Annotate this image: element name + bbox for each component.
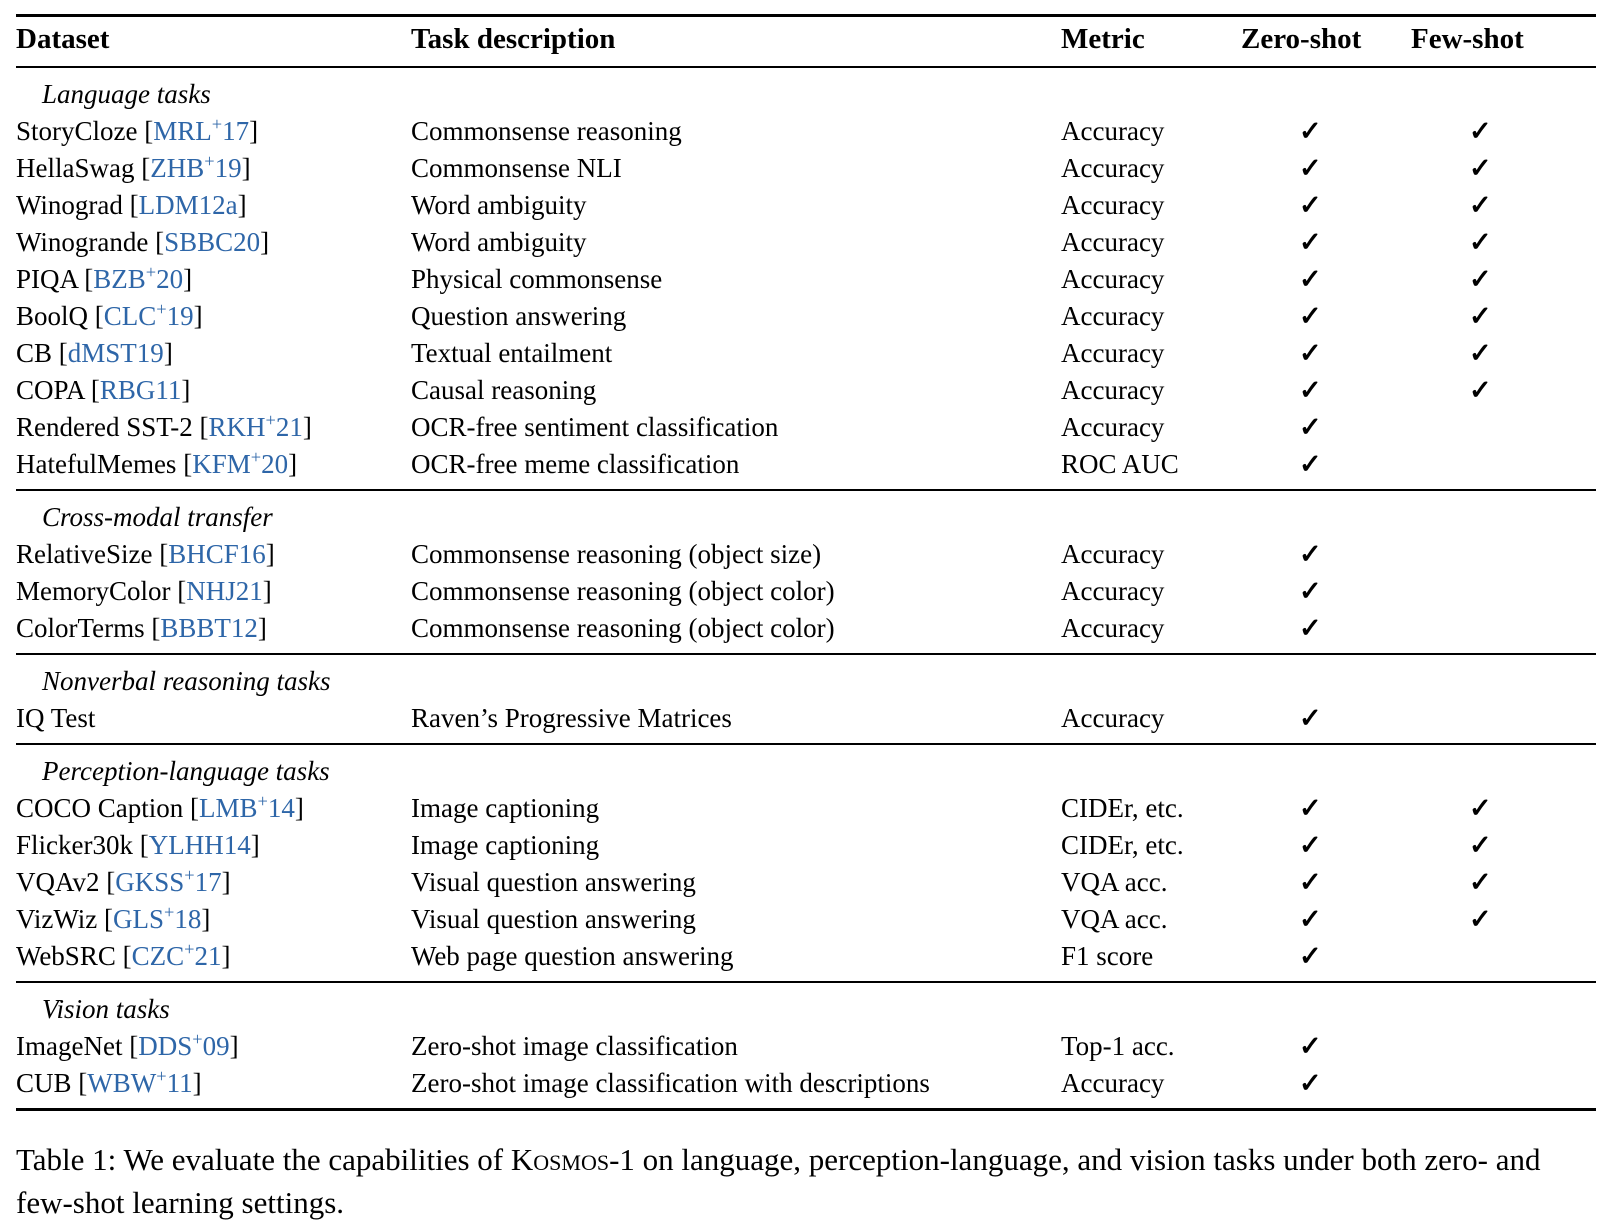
few-shot-check — [1411, 409, 1596, 446]
task-description-cell: Web page question answering — [411, 941, 734, 971]
task-description-cell: Word ambiguity — [411, 190, 587, 220]
few-shot-check — [1411, 150, 1596, 187]
dataset-cell: IQ Test — [16, 703, 96, 733]
zero-shot-check — [1241, 700, 1411, 744]
few-shot-check — [1411, 1065, 1596, 1110]
zero-shot-check — [1241, 150, 1411, 187]
task-description-cell: Commonsense reasoning (object color) — [411, 613, 835, 643]
citation-link[interactable]: GLS+18 — [113, 902, 202, 934]
few-shot-check — [1411, 790, 1596, 827]
task-description-cell: Commonsense reasoning — [411, 116, 682, 146]
citation-link[interactable]: ZHB+19 — [150, 151, 242, 183]
task-description-cell: Commonsense NLI — [411, 153, 622, 183]
dataset-cell: ColorTerms [BBBT12] — [16, 613, 267, 643]
caption-prefix: Table 1: We evaluate the capabilities of — [16, 1142, 511, 1177]
checkmark-icon: ✓ — [1299, 116, 1322, 146]
dataset-cell: HatefulMemes [KFM+20] — [16, 447, 298, 479]
checkmark-icon: ✓ — [1299, 703, 1322, 733]
checkmark-icon: ✓ — [1469, 264, 1492, 294]
few-shot-check — [1411, 827, 1596, 864]
dataset-cell: HellaSwag [ZHB+19] — [16, 151, 251, 183]
evaluation-table — [16, 14, 1596, 1111]
dataset-cell: BoolQ [CLC+19] — [16, 299, 203, 331]
section-title: Perception-language tasks — [42, 756, 330, 786]
checkmark-icon: ✓ — [1469, 301, 1492, 331]
section-title-row — [16, 67, 1596, 113]
zero-shot-check — [1241, 298, 1411, 335]
checkmark-icon: ✓ — [1299, 227, 1322, 257]
task-description-cell: Commonsense reasoning (object color) — [411, 576, 835, 606]
dataset-cell: ImageNet [DDS+09] — [16, 1029, 239, 1061]
dataset-cell: MemoryColor [NHJ21] — [16, 576, 272, 606]
few-shot-check — [1411, 573, 1596, 610]
zero-shot-check — [1241, 536, 1411, 573]
few-shot-check — [1411, 700, 1596, 744]
metric-cell: Accuracy — [1061, 539, 1165, 569]
few-shot-check — [1411, 864, 1596, 901]
metric-cell: Accuracy — [1061, 153, 1165, 183]
task-description-cell: Raven’s Progressive Matrices — [411, 703, 732, 733]
metric-cell: Accuracy — [1061, 412, 1165, 442]
table-row — [16, 790, 1596, 827]
table-row — [16, 700, 1596, 744]
task-description-cell: Zero-shot image classification — [411, 1031, 738, 1061]
column-header-few-shot: Few-shot — [1411, 23, 1524, 55]
task-description-cell: Visual question answering — [411, 904, 696, 934]
column-header-metric: Metric — [1061, 23, 1145, 55]
section-title: Cross-modal transfer — [42, 502, 273, 532]
checkmark-icon: ✓ — [1299, 867, 1322, 897]
dataset-cell: Winograd [LDM12a] — [16, 190, 247, 220]
dataset-cell: VizWiz [GLS+18] — [16, 902, 211, 934]
checkmark-icon: ✓ — [1299, 941, 1322, 971]
citation-link[interactable]: RBG11 — [99, 375, 182, 405]
table-row — [16, 827, 1596, 864]
few-shot-check — [1411, 298, 1596, 335]
checkmark-icon: ✓ — [1469, 227, 1492, 257]
few-shot-check — [1411, 938, 1596, 982]
zero-shot-check — [1241, 938, 1411, 982]
checkmark-icon: ✓ — [1469, 793, 1492, 823]
header-row — [16, 16, 1596, 68]
metric-cell: Accuracy — [1061, 375, 1165, 405]
task-description-cell: OCR-free sentiment classification — [411, 412, 779, 442]
metric-cell: Accuracy — [1061, 264, 1165, 294]
zero-shot-check — [1241, 790, 1411, 827]
dataset-cell: COCO Caption [LMB+14] — [16, 791, 304, 823]
section-title-row — [16, 982, 1596, 1028]
dataset-cell: PIQA [BZB+20] — [16, 262, 193, 294]
citation-link[interactable]: KFM+20 — [192, 447, 289, 479]
checkmark-icon: ✓ — [1299, 264, 1322, 294]
checkmark-icon: ✓ — [1299, 904, 1322, 934]
checkmark-icon: ✓ — [1299, 576, 1322, 606]
zero-shot-check — [1241, 573, 1411, 610]
metric-cell: Accuracy — [1061, 703, 1165, 733]
zero-shot-check — [1241, 1065, 1411, 1110]
few-shot-check — [1411, 335, 1596, 372]
dataset-cell: RelativeSize [BHCF16] — [16, 539, 275, 569]
few-shot-check — [1411, 610, 1596, 654]
few-shot-check — [1411, 224, 1596, 261]
task-description-cell: Zero-shot image classification with descriptions — [411, 1068, 930, 1098]
table-row — [16, 901, 1596, 938]
checkmark-icon: ✓ — [1469, 867, 1492, 897]
checkmark-icon: ✓ — [1299, 338, 1322, 368]
table-row — [16, 610, 1596, 654]
caption-brand-kosmos: Kosmos-1 — [510, 1142, 635, 1177]
checkmark-icon: ✓ — [1299, 539, 1322, 569]
checkmark-icon: ✓ — [1299, 1068, 1322, 1098]
zero-shot-check — [1241, 409, 1411, 446]
citation-link[interactable]: LMB+14 — [199, 791, 295, 823]
zero-shot-check — [1241, 610, 1411, 654]
metric-cell: F1 score — [1061, 941, 1154, 971]
zero-shot-check — [1241, 827, 1411, 864]
dataset-cell: Flicker30k [YLHH14] — [16, 830, 260, 860]
checkmark-icon: ✓ — [1469, 338, 1492, 368]
citation-link[interactable]: SBBC20 — [164, 227, 261, 257]
table-row — [16, 335, 1596, 372]
metric-cell: Accuracy — [1061, 613, 1165, 643]
section-title: Nonverbal reasoning tasks — [42, 666, 331, 696]
dataset-cell: Winogrande [SBBC20] — [16, 227, 270, 257]
checkmark-icon: ✓ — [1299, 190, 1322, 220]
zero-shot-check — [1241, 335, 1411, 372]
dataset-cell: WebSRC [CZC+21] — [16, 939, 231, 971]
zero-shot-check — [1241, 446, 1411, 490]
few-shot-check — [1411, 901, 1596, 938]
metric-cell: Accuracy — [1061, 190, 1165, 220]
column-header-zero-shot: Zero-shot — [1241, 23, 1362, 55]
checkmark-icon: ✓ — [1469, 116, 1492, 146]
table-row — [16, 1028, 1596, 1065]
dataset-cell: VQAv2 [GKSS+17] — [16, 865, 231, 897]
few-shot-check — [1411, 1028, 1596, 1065]
zero-shot-check — [1241, 864, 1411, 901]
table-row — [16, 938, 1596, 982]
checkmark-icon: ✓ — [1469, 190, 1492, 220]
zero-shot-check — [1241, 113, 1411, 150]
zero-shot-check — [1241, 901, 1411, 938]
checkmark-icon: ✓ — [1299, 412, 1322, 442]
metric-cell: Accuracy — [1061, 576, 1165, 606]
citation-link[interactable]: YLHH14 — [148, 830, 251, 860]
metric-cell: Accuracy — [1061, 1068, 1165, 1098]
citation-link[interactable]: WBW+11 — [87, 1066, 193, 1098]
metric-cell: VQA acc. — [1061, 904, 1168, 934]
citation-link[interactable]: GKSS+17 — [115, 865, 222, 897]
table-row — [16, 536, 1596, 573]
task-description-cell: Word ambiguity — [411, 227, 587, 257]
checkmark-icon: ✓ — [1469, 830, 1492, 860]
few-shot-check — [1411, 536, 1596, 573]
table-caption — [16, 1139, 1596, 1225]
metric-cell: ROC AUC — [1061, 449, 1179, 479]
citation-link[interactable]: LDM12a — [138, 190, 238, 220]
table-row — [16, 187, 1596, 224]
metric-cell: VQA acc. — [1061, 867, 1168, 897]
dataset-cell: CB [dMST19] — [16, 338, 173, 368]
dataset-cell: StoryCloze [MRL+17] — [16, 114, 259, 146]
checkmark-icon: ✓ — [1299, 830, 1322, 860]
citation-link[interactable]: MRL+17 — [153, 114, 250, 146]
table-row — [16, 573, 1596, 610]
zero-shot-check — [1241, 224, 1411, 261]
checkmark-icon: ✓ — [1299, 375, 1322, 405]
checkmark-icon: ✓ — [1299, 1031, 1322, 1061]
task-description-cell: Question answering — [411, 301, 627, 331]
section-title-row — [16, 490, 1596, 536]
zero-shot-check — [1241, 372, 1411, 409]
table-row — [16, 224, 1596, 261]
checkmark-icon: ✓ — [1299, 301, 1322, 331]
few-shot-check — [1411, 372, 1596, 409]
table-row — [16, 1065, 1596, 1110]
section-title: Vision tasks — [42, 994, 170, 1024]
metric-cell: Accuracy — [1061, 301, 1165, 331]
task-description-cell: Causal reasoning — [411, 375, 597, 405]
citation-link[interactable]: BBBT12 — [160, 613, 258, 643]
few-shot-check — [1411, 446, 1596, 490]
section-title: Language tasks — [42, 79, 211, 109]
caption-suffix: on language, perception-language, and vision tasks under both zero- and few-shot learning settings. — [16, 1142, 1541, 1220]
checkmark-icon: ✓ — [1469, 153, 1492, 183]
table-row — [16, 298, 1596, 335]
metric-cell: Top-1 acc. — [1061, 1031, 1175, 1061]
section-title-row — [16, 654, 1596, 700]
task-description-cell: Physical commonsense — [411, 264, 663, 294]
metric-cell: Accuracy — [1061, 116, 1165, 146]
zero-shot-check — [1241, 261, 1411, 298]
citation-link[interactable]: BZB+20 — [93, 262, 184, 294]
checkmark-icon: ✓ — [1469, 904, 1492, 934]
column-header-dataset: Dataset — [16, 23, 110, 55]
task-description-cell: Textual entailment — [411, 338, 613, 368]
column-header-task-description: Task description — [411, 23, 616, 55]
table-row — [16, 113, 1596, 150]
zero-shot-check — [1241, 187, 1411, 224]
metric-cell: Accuracy — [1061, 227, 1165, 257]
metric-cell: CIDEr, etc. — [1061, 793, 1184, 823]
checkmark-icon: ✓ — [1299, 153, 1322, 183]
task-description-cell: Image captioning — [411, 830, 600, 860]
citation-link[interactable]: DDS+09 — [138, 1029, 230, 1061]
table-row — [16, 409, 1596, 446]
checkmark-icon: ✓ — [1469, 375, 1492, 405]
task-description-cell: Commonsense reasoning (object size) — [411, 539, 822, 569]
citation-link[interactable]: RKH+21 — [208, 410, 303, 442]
table-row — [16, 261, 1596, 298]
table-row — [16, 150, 1596, 187]
citation-link[interactable]: dMST19 — [67, 338, 164, 368]
section-title-row — [16, 744, 1596, 790]
citation-link[interactable]: CZC+21 — [131, 939, 222, 971]
citation-link[interactable]: BHCF16 — [168, 539, 266, 569]
citation-link[interactable]: NHJ21 — [186, 576, 263, 606]
table-row — [16, 446, 1596, 490]
dataset-cell: COPA [RBG11] — [16, 375, 191, 405]
metric-cell: Accuracy — [1061, 338, 1165, 368]
table-body — [16, 67, 1596, 1110]
table-row — [16, 372, 1596, 409]
checkmark-icon: ✓ — [1299, 449, 1322, 479]
dataset-cell: CUB [WBW+11] — [16, 1066, 202, 1098]
task-description-cell: OCR-free meme classification — [411, 449, 740, 479]
few-shot-check — [1411, 261, 1596, 298]
checkmark-icon: ✓ — [1299, 793, 1322, 823]
few-shot-check — [1411, 113, 1596, 150]
citation-link[interactable]: CLC+19 — [103, 299, 194, 331]
dataset-cell: Rendered SST-2 [RKH+21] — [16, 410, 312, 442]
table-row — [16, 864, 1596, 901]
checkmark-icon: ✓ — [1299, 613, 1322, 643]
task-description-cell: Visual question answering — [411, 867, 696, 897]
zero-shot-check — [1241, 1028, 1411, 1065]
task-description-cell: Image captioning — [411, 793, 600, 823]
metric-cell: CIDEr, etc. — [1061, 830, 1184, 860]
few-shot-check — [1411, 187, 1596, 224]
